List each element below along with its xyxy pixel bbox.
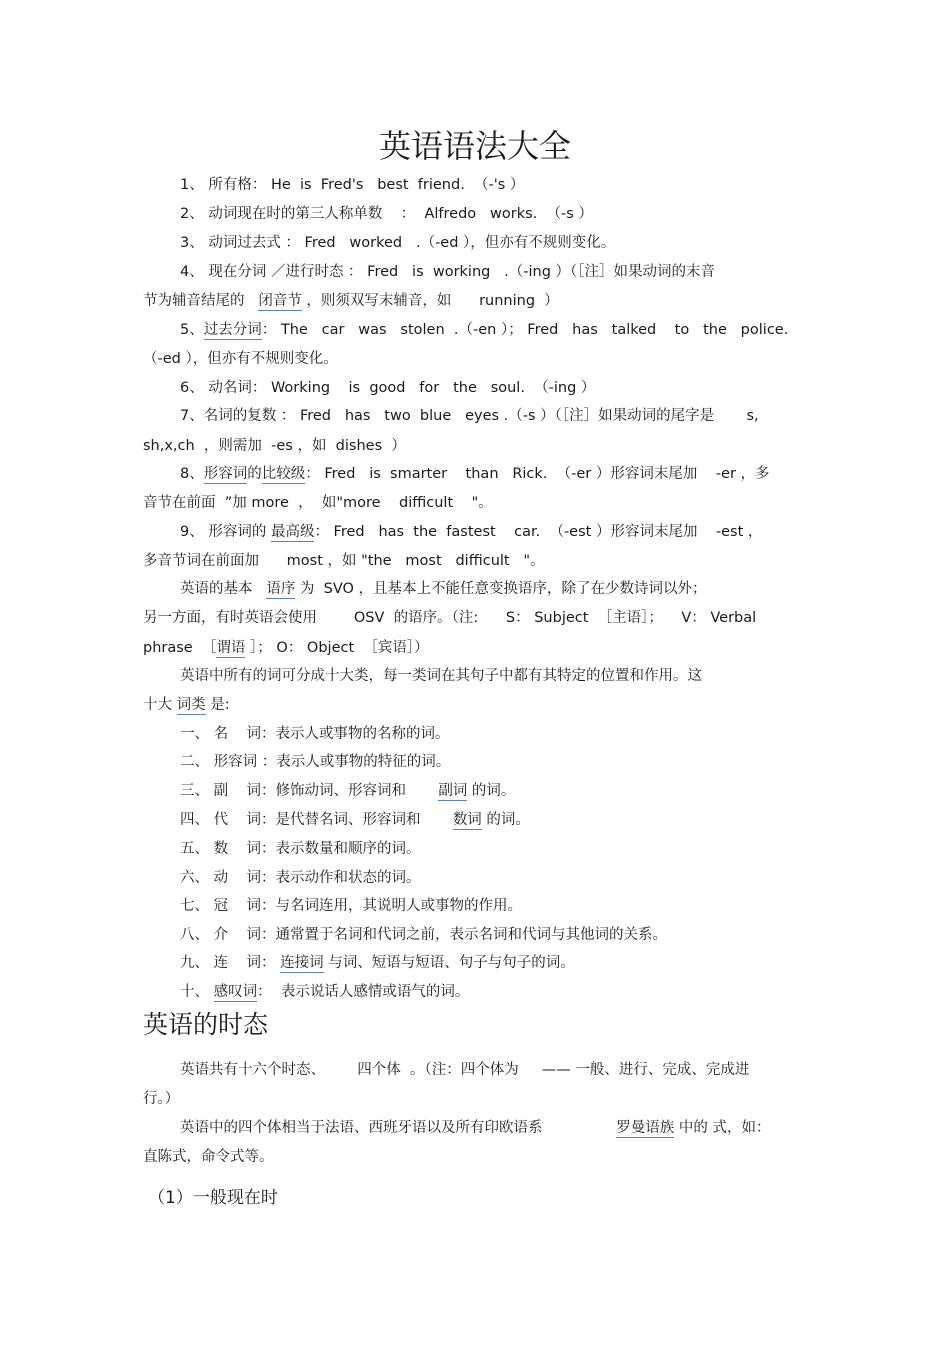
- line-text: ： Fred is smarter than Rick. （-er ）形容词末尾加 -er ，多: [305, 466, 770, 482]
- line-text: 一、 名 词：表示人或事物的名称的词。: [180, 726, 450, 742]
- glossary-link[interactable]: 罗曼语族: [616, 1120, 675, 1136]
- line-text: 7、名词的复数 ： Fred has two blue eyes .（-s ）（［注］如果动词的尾字是 s,: [180, 408, 759, 424]
- glossary-link[interactable]: 副词: [438, 783, 468, 799]
- line-text: sh,x,ch ，则需加 -es ，如 dishes ）: [143, 438, 406, 454]
- glossary-link[interactable]: 比较级: [261, 466, 306, 482]
- text-line: [180, 781, 515, 801]
- text-line: [180, 925, 667, 945]
- text-line: [180, 666, 702, 686]
- glossary-link[interactable]: 形容词: [203, 466, 248, 482]
- text-line: [143, 1147, 274, 1167]
- line-text: 是:: [205, 697, 230, 713]
- line-text: ： Fred has the fastest car. （-est ）形容词末尾加 -est ，: [314, 524, 763, 540]
- line-text: 六、 动 词：表示动作和状态的词。: [180, 870, 421, 886]
- text-line: [143, 349, 338, 369]
- line-text: 多音节词在前面加 most ，如 "the most difficult "。: [143, 553, 545, 569]
- text-line: [180, 752, 450, 772]
- glossary-link[interactable]: 数词: [452, 812, 482, 828]
- line-text: 的词。: [481, 812, 530, 828]
- line-text: 英语共有十六个时态、 四个体 。（注：四个体为 —— 一般、进行、完成、完成进: [180, 1062, 750, 1078]
- line-text: phrase ［: [143, 640, 217, 656]
- text-line: [180, 1060, 749, 1080]
- glossary-link[interactable]: 闭音节: [258, 293, 302, 309]
- text-line: [143, 608, 756, 628]
- line-text: 四、 代 词：是代替名词、形容词和: [180, 812, 453, 828]
- line-text: 二、 形容词 ：表示人或事物的特征的词。: [180, 754, 451, 770]
- line-text: 6、 动名词： Working is good for the soul. （-ing ）: [180, 380, 596, 396]
- line-text: 5、: [180, 322, 204, 338]
- line-text: 1、 所有格： He is Fred's best friend. （-'s ）: [180, 177, 525, 193]
- text-line: [180, 262, 715, 282]
- text-line: [143, 638, 429, 658]
- line-text: 与词、短语与短语、句子与句子的词。: [323, 955, 575, 971]
- line-text: 的词。: [467, 783, 516, 799]
- line-text: 行。）: [143, 1091, 180, 1107]
- text-line: [180, 320, 788, 340]
- text-line: [180, 896, 522, 916]
- text-line: [143, 551, 545, 571]
- glossary-link[interactable]: 感叹词: [213, 984, 258, 1000]
- text-line: [143, 291, 559, 311]
- line-text: ，则须双写末辅音，如 running ）: [301, 293, 559, 309]
- text-line: [180, 1118, 770, 1138]
- line-text: 的: [247, 466, 262, 482]
- text-line: [180, 204, 593, 224]
- glossary-link[interactable]: 语序: [266, 581, 296, 597]
- line-text: 9、 形容词的: [180, 524, 271, 540]
- line-text: ： The car was stolen .（-en ）； Fred has talked to the police.: [261, 322, 789, 338]
- line-text: 英语中的四个体相当于法语、西班牙语以及所有印欧语系: [180, 1120, 617, 1136]
- line-text: 五、 数 词：表示数量和顺序的词。: [180, 841, 421, 857]
- text-line: [143, 436, 406, 456]
- glossary-link[interactable]: 词类: [176, 697, 206, 713]
- text-line: [143, 493, 493, 513]
- text-line: [180, 868, 421, 888]
- page-title: 英语语法大全: [378, 127, 571, 165]
- glossary-link[interactable]: 谓语: [216, 640, 246, 656]
- line-text: ： 表示说话人感情或语气的词。: [257, 984, 470, 1000]
- text-line: [143, 1089, 179, 1109]
- line-text: 另一方面，有时英语会使用 OSV 的语序。（注: S： Subject ［主语］； V： Verbal: [143, 610, 757, 626]
- text-line: [180, 953, 575, 973]
- text-line: [180, 378, 595, 398]
- line-text: 十、: [180, 984, 214, 1000]
- line-text: 为 SVO ，且基本上不能任意变换语序，除了在少数诗词以外；: [295, 581, 707, 597]
- sub-heading: （1）一般现在时: [148, 1188, 278, 1208]
- line-text: 2、 动词现在时的第三人称单数 ： Alfredo works. （-s ）: [180, 206, 593, 222]
- text-line: [180, 579, 707, 599]
- text-line: [180, 810, 530, 830]
- line-text: 七、 冠 词：与名词连用，其说明人或事物的作用。: [180, 898, 523, 914]
- text-line: [180, 464, 770, 484]
- text-line: [180, 406, 759, 426]
- line-text: ］； O： Object ［宾语］）: [245, 640, 429, 656]
- text-line: [180, 522, 762, 542]
- line-text: 8、: [180, 466, 204, 482]
- line-text: 九、 连 词：: [180, 955, 281, 971]
- line-text: 节为辅音结尾的: [143, 293, 259, 309]
- line-text: 英语中所有的词可分成十大类，每一类词在其句子中都有其特定的位置和作用。这: [180, 668, 702, 684]
- text-line: [180, 839, 421, 859]
- section-heading: 英语的时态: [143, 1010, 269, 1039]
- text-line: [180, 982, 469, 1002]
- line-text: 三、 副 词：修饰动词、形容词和: [180, 783, 439, 799]
- line-text: 3、 动词过去式 ： Fred worked .（-ed ），但亦有不规则变化。: [180, 235, 616, 251]
- glossary-link[interactable]: 连接词: [280, 955, 324, 971]
- text-line: [180, 724, 450, 744]
- text-line: [143, 695, 230, 715]
- line-text: 十大: [143, 697, 177, 713]
- text-line: [180, 233, 615, 253]
- glossary-link[interactable]: 最高级: [270, 524, 315, 540]
- glossary-link[interactable]: 过去分词: [203, 322, 262, 338]
- line-text: 英语的基本: [180, 581, 267, 597]
- line-text: 音节在前面 ”加 more ， 如"more difficult "。: [143, 495, 493, 511]
- line-text: （-ed ），但亦有不规则变化。: [143, 351, 338, 367]
- line-text: 中的 式，如：: [674, 1120, 771, 1136]
- text-line: [180, 175, 524, 195]
- line-text: 八、 介 词：通常置于名词和代词之前，表示名词和代词与其他词的关系。: [180, 927, 668, 943]
- line-text: 4、 现在分词 ／进行时态 ： Fred is working .（-ing ）（［注］如果动词的末音: [180, 264, 716, 280]
- line-text: 直陈式，命令式等。: [143, 1149, 274, 1165]
